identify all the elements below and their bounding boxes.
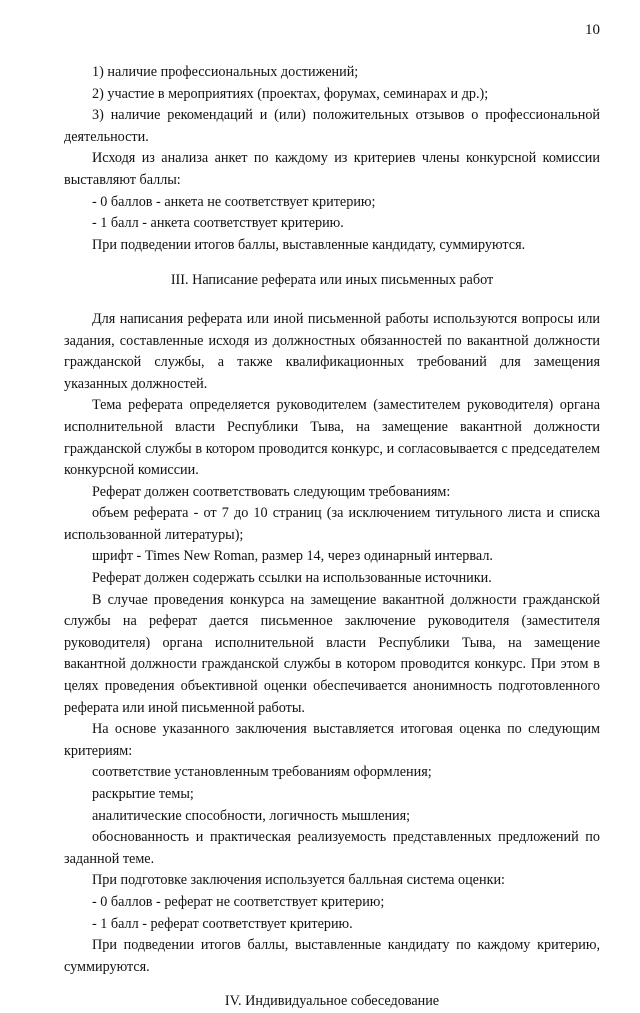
final-grade-paragraph: На основе указанного заключения выставляется итоговая оценка по следующим критериям:: [64, 721, 600, 759]
scoring-system-paragraph: При подготовке заключения используется балльная система оценки:: [92, 872, 505, 889]
essay-score-one-item: - 1 балл - реферат соответствует критерию.: [92, 915, 353, 932]
section-4-heading: IV. Индивидуальное собеседование: [224, 993, 440, 1010]
grade-criterion-topic: раскрытие темы;: [92, 786, 194, 802]
essay-volume-requirement: объем реферата - от 7 до 10 страниц (за исключением титульного листа и списка использованной литературы);: [64, 505, 600, 543]
grade-criterion-analytics: аналитические способности, логичность мышления;: [92, 807, 411, 824]
essay-requirements-intro: Реферат должен соответствовать следующим требованиям:: [92, 483, 451, 500]
criterion-item-2: 2) участие в мероприятиях (проектах, форумах, семинарах и др.);: [92, 85, 489, 102]
page-number: 10: [585, 22, 600, 38]
scoring-intro-paragraph: Исходя из анализа анкет по каждому из критериев члены конкурсной комиссии выставляют баллы:: [64, 150, 600, 188]
score-zero-item: - 0 баллов - анкета не соответствует критерию;: [92, 193, 376, 210]
essay-references-requirement: Реферат должен содержать ссылки на использованные источники.: [92, 570, 492, 587]
grade-criterion-feasibility: обоснованность и практическая реализуемость представленных предложений по заданной теме.: [64, 829, 600, 867]
section-3-heading: III. Написание реферата или иных письменных работ: [170, 272, 494, 289]
essay-score-zero-item: - 0 баллов - реферат не соответствует критерию;: [92, 893, 385, 910]
essay-summation-paragraph: При подведении итогов баллы, выставленные кандидату по каждому критерию, суммируются.: [64, 937, 600, 975]
score-one-item: - 1 балл - анкета соответствует критерию.: [92, 215, 344, 232]
summation-paragraph: При подведении итогов баллы, выставленные кандидату, суммируются.: [92, 236, 526, 253]
grade-criterion-formatting: соответствие установленным требованиям оформления;: [92, 764, 432, 781]
essay-font-requirement: шрифт - Times New Roman, размер 14, через одинарный интервал.: [92, 548, 493, 565]
document-body: [64, 62, 600, 1013]
essay-questions-paragraph: Для написания реферата или иной письменной работы используются вопросы или задания, составленные исходя из должностных обязанностей по вакантной должности гражданской службы, а также квалификационных требований для замещения указанных должностей.: [64, 310, 600, 392]
criterion-item-1: 1) наличие профессиональных достижений;: [92, 64, 359, 80]
written-conclusion-paragraph: В случае проведения конкурса на замещение вакантной должности гражданской службы на реферат дается письменное заключение руководителя (заместителя руководителя) органа исполнительной власти Республики Тыва, на замещение вакантной должности гражданской службы в котором проводится конкурс. При этом в целях проведения объективной оценки обеспечивается анонимность подготовленного реферата или иной письменной работы.: [64, 591, 600, 716]
criterion-item-3: 3) наличие рекомендаций и (или) положительных отзывов о профессиональной деятельности.: [64, 107, 600, 145]
essay-topic-paragraph: Тема реферата определяется руководителем (заместителем руководителя) органа исполнительной власти Республики Тыва, на замещение вакантной должности гражданской службы в котором проводится конкурс, и согласовывается с председателем конкурсной комиссии.: [64, 397, 600, 479]
